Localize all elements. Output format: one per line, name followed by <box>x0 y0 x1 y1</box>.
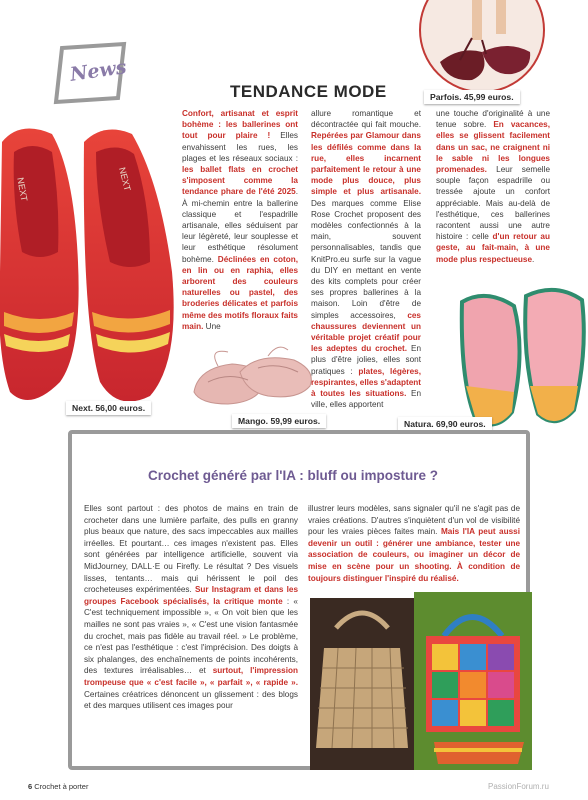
col2-run-0: allure romantique et décontractée qui fait mouche. <box>311 109 421 130</box>
box-col2-run-0: illustrer leurs modèles, sans signaler qu'il ne s'agit pas de vraies créations. D'autres s'inquiètent d'un vol de visibilité pour les vraies pièces faites main. <box>308 504 520 537</box>
page-footer <box>28 782 88 791</box>
granny-square-bag-photo <box>414 592 532 770</box>
col1-run-5: Une <box>203 321 221 331</box>
page-number: 6 <box>28 782 33 791</box>
natura-ballerinas-photo <box>456 282 588 434</box>
watermark: PassionForum.ru <box>488 782 549 791</box>
box-col1-run-4: Certaines créatrices dénoncent un glissement : des blogs et des marques utilisent ces images pour <box>84 689 298 711</box>
col3-run-1: En vacances, elles se glissent facilement dans un sac, ne craignent ni le sable ni les longues promenades. <box>436 120 551 175</box>
shoe-brand-label-right: NEXT <box>117 166 133 192</box>
col3-run-0: une touche d'originalité à une tenue sobre. <box>436 109 550 130</box>
box-col1-run-2: : « C'est techniquement impossible », « On voit bien que les mailles ne sont pas vraies », « C'est une vision fantasmée du crochet, mais pas fidèle au travail réel. » Le problème, ce n'est pas l'esthétique : c'est l'imprécision. Des doigts à six phalanges, des enchaînements de points incohérents, des textures irréalisables… et <box>84 596 298 676</box>
box-column-1 <box>84 503 298 712</box>
article-column-2 <box>311 108 421 410</box>
article-title: TENDANCE MODE <box>230 82 387 101</box>
next-ballerinas-photo <box>0 112 180 412</box>
news-badge-label: News <box>68 56 128 86</box>
article-column-1 <box>182 108 298 332</box>
col2-run-1: Repérées par Glamour dans les défilés comme dans la rue, elles incarnent parfaitement le retour à une mode plus douce, plus simple et plus artisanale. <box>311 131 421 197</box>
col3-run-3: d'un retour au geste, au fait-main, à une mode plus respectueuse <box>436 232 550 264</box>
col1-run-0: Confort, artisanat et esprit bohème : les ballerines ont tout pour plaire ! <box>182 109 298 141</box>
col1-run-3: . À mi-chemin entre la ballerine classique et l'espadrille artisanale, elles séduisent par leur légèreté, leur souplesse et leur esthétique résolument bohème. <box>182 187 298 264</box>
mango-ballerinas-photo <box>188 342 320 414</box>
price-label-mango: Mango. 59,99 euros. <box>232 414 326 428</box>
col2-run-2: Des marques comme Elise Rose Crochet proposent des modèles confectionnés à la main, souvent personnalisables, tandis que KnitPro.eu surfe sur la vague du DIY en mettant en vente des kits complets pour créer ses propres ballerines à la maison. Loin d'être de simples accessoires, <box>311 198 421 320</box>
top-shoes-photo <box>420 0 545 92</box>
col3-run-4: . <box>532 254 535 264</box>
sidebar-box-title: Crochet généré par l'IA : bluff ou imposture ? <box>148 468 438 483</box>
col2-run-6: En ville, elles apportent <box>311 389 421 410</box>
col1-run-1: Elles envahissent les rues, les plages et les réseaux sociaux : <box>182 131 298 163</box>
box-column-2 <box>308 503 520 584</box>
box-col1-run-3: surtout, l'impression trompeuse que « c'est facile », « parfait », « rapide ». <box>84 666 298 687</box>
shoe-brand-label-left: NEXT <box>15 176 30 203</box>
price-label-next: Next. 56,00 euros. <box>66 401 151 415</box>
col2-run-3: ces chaussures deviennent un véritable projet créatif pour les adeptes du crochet. <box>311 310 421 354</box>
col3-run-2: Leur semelle souple façon espadrille ou tressée ajoute un confort appréciable. Mais au-delà de l'esthétique, ces ballerines racontent aussi une autre histoire : celle <box>436 165 550 242</box>
box-col2-run-1: Mais l'IA peut aussi devenir un outil : générer une ambiance, tester une association de couleurs, ou imaginer un décor de mise en scène pour un shooting. À condition de toujours distinguer l'inspiré du réalisé. <box>308 527 520 583</box>
box-col1-run-1: Sur Instagram et dans les groupes Facebook spécialisés, la critique monte <box>84 585 298 606</box>
box-col1-run-0: Elles sont partout : des photos de mains en train de crocheter dans une lumière parfaite, des pulls en granny plus beaux que nature, des sacs impeccables aux mailles irréelles. Et pourtant… ces images n'existent pas. Elles sont générées par intelligence artificielle, souvent via MidJourney, DALL·E ou Firefly. Le résultat ? Des visuels lisses, tentants… mais qui hérissent le poil des crocheteuses expérimentées. <box>84 504 298 595</box>
magazine-name: Crochet à porter <box>34 782 89 791</box>
col2-run-5: plates, légères, respirantes, elles s'adaptent à toutes les situations. <box>311 366 421 399</box>
article-column-3 <box>436 108 550 265</box>
col1-run-2: les ballet flats en crochet s'imposent comme la tendance phare de l'été 2025 <box>182 165 298 197</box>
price-label-top: Parfois. 45,99 euros. <box>424 90 520 104</box>
price-label-natura: Natura. 69,90 euros. <box>398 417 492 431</box>
col2-run-4: En plus d'être jolies, elles sont pratiques : <box>311 344 421 376</box>
natural-crochet-bag-photo <box>310 598 414 770</box>
col1-run-4: Déclinées en coton, en lin ou en raphia, elles arborent des couleurs naturelles ou pastel, des broderies délicates et parfois même des motifs floraux faits main. <box>182 254 298 331</box>
